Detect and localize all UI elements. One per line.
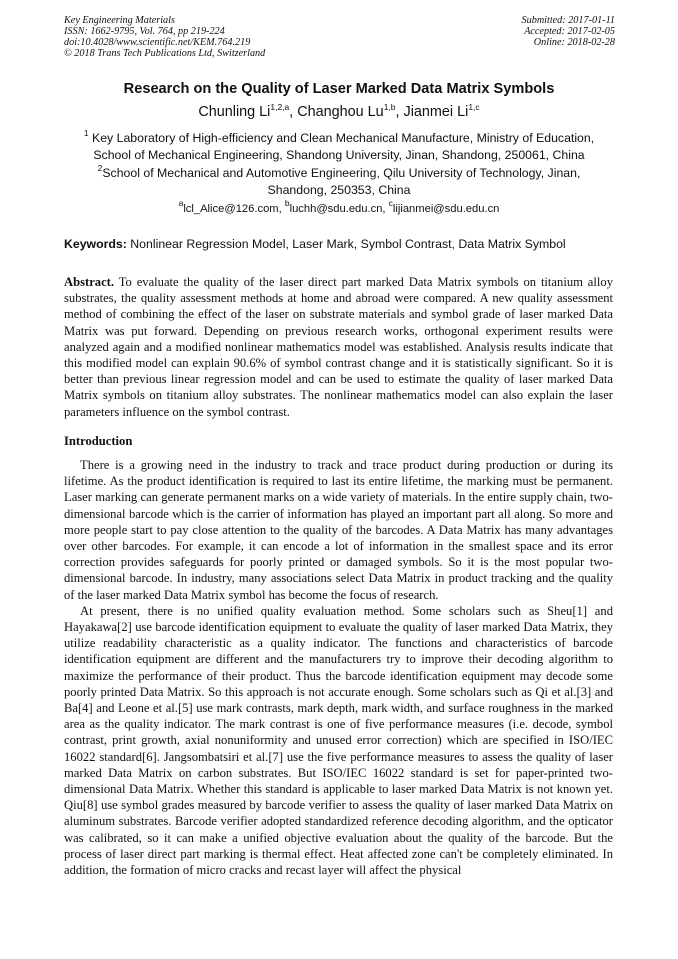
author-superscript: 1,2,a — [270, 102, 290, 112]
author-emails: $^a$lcl_Alice@126.com, $^b$luchh@sdu.edu.cn, $^c$lijianmei@sdu.edu.cn — [178, 198, 500, 215]
online-date: Online: 2018-02-28 — [533, 37, 615, 48]
paragraph: At present, there is no unified quality evaluation method. Some scholars such as Sheu[1] and Hayakawa[2] use barcode identification equipment to evaluate the quality of laser marked Data Matrix, they utilize readability characteristic as a quality indicator. The functions and characteristics of barcode identification equipment are different and the manufacturers try to improve their decoding algorithm to maximize the performance of their product. Thus the barcode identification equipment may decode some poorly printed Data Matrix. So this approach is not accurate enough. Some scholars such as Qi et al.[3] and Ba[4] and Leone et al.[5] use mark contrasts, mark depth, mark width, and surface roughness in the marked area as the quality indicator. The mark contrast is one of five performance measures (i.e. decode, symbol contrast, print growth, axial nonuniformity and unused error correction) which are specified in ISO/IEC 16022 standard[6]. Jangsombatsiri et al.[7] use the five performance measures to assess the quality of laser marked Data Matrix on carbon substrates. But ISO/IEC 16022 standard is set for paper-printed two-dimensional Data Matrix. Whether this standard is applicable to laser marked Data Matrix is not known yet. Qiu[8] use symbol grades measured by barcode verifier to assess the quality of laser marked Data Matrix on aluminum substrates. Barcode verifier adopted standardized reference decoding algorithm, and the opticator was calibrated, so it can make a unified objective evaluation about the quality of the barcode. But the process of laser direct part marking is thermal effect. Heat affected zone can't be completely eliminated. In addition, the formation of micro cracks and recast layer will affect the physical — [64, 603, 613, 878]
keywords-text: Nonlinear Regression Model, Laser Mark, Symbol Contrast, Data Matrix Symbol — [130, 237, 566, 251]
email-link[interactable]: lijianmei@sdu.edu.cn — [392, 203, 500, 215]
email-marker: a — [178, 198, 184, 208]
author-superscript: 1,b — [383, 102, 396, 112]
email-marker: c — [388, 198, 393, 208]
paper-title: Research on the Quality of Laser Marked Data Matrix Symbols — [123, 81, 555, 97]
abstract — [64, 274, 613, 420]
email-marker: b — [284, 198, 290, 208]
author-list: Chunling Li$^{1,2,a}$, Changhou Lu$^{1,b}$, Jianmei Li$^{1,c}$ — [198, 102, 480, 120]
affiliation-marker: 2 — [97, 163, 103, 173]
accepted-date: Accepted: 2017-02-05 — [524, 26, 615, 37]
affiliation-text: Key Laboratory of High-efficiency and Clean Mechanical Manufacture, Ministry of Education, School of Mechanical Engineering, Shandong University, Jinan, Shandong, 250061, China — [92, 131, 595, 162]
affiliation-1 — [70, 130, 608, 164]
abstract-label: Abstract. — [64, 275, 115, 289]
submitted-date: Submitted: 2017-01-11 — [521, 15, 615, 26]
email-link[interactable]: lcl_Alice@126.com — [183, 203, 279, 215]
email-link[interactable]: luchh@sdu.edu.cn — [289, 203, 383, 215]
doi: doi:10.4028/www.scientific.net/KEM.764.219 — [64, 37, 251, 48]
author-name: Chunling Li — [198, 104, 271, 120]
introduction-body — [64, 457, 613, 878]
keywords-label: Keywords: — [64, 237, 127, 251]
affiliation-marker: 1 — [83, 128, 89, 138]
introduction-heading: Introduction — [64, 434, 133, 448]
author-superscript: 1,c — [468, 102, 480, 112]
publication-dates — [522, 15, 615, 48]
affiliation-text: School of Mechanical and Automotive Engineering, Qilu University of Technology, Jinan, Shandong, 250353, China — [102, 166, 581, 197]
abstract-text: To evaluate the quality of the laser direct part marked Data Matrix symbols on titanium alloy substrates, the quality assessment methods at home and abroad were compared. A new quality assessment method of combining the effect of the laser on substrate materials and symbol grade of laser marked Data Matrix was put forward. Depending on previous research works, orthogonal experiment results were analyzed again and a modified nonlinear mathematics model was established. Analysis results indicate that this modified model can explain 90.6% of symbol contrast change and it is statistically significant. So it is better than previous linear regression model and can be used to estimate the quality of laser marked Data Matrix symbols on titanium alloy substrates. The nonlinear mathematics model can also explain the laser parameters influence on the symbol contrast. — [64, 275, 613, 419]
keywords-line — [64, 237, 566, 251]
journal-name: Key Engineering Materials — [64, 15, 175, 26]
affiliation-2 — [70, 165, 608, 199]
journal-info — [64, 15, 265, 59]
author-name: Jianmei Li — [403, 104, 469, 120]
paragraph: There is a growing need in the industry to track and trace product during production or during its lifetime. As the product identification is required to last its entire lifetime, the marking must be permanent. Laser marking can generate permanent marks on a wide variety of materials. In the entire supply chain, two-dimensional barcode which is the carrier of information has played an important part all along. So more and more people start to pay close attention to the quality of the barcodes. A Data Matrix has many advantages over other barcodes. For example, it can encode a lot of information in the smallest space and its error correction provides safeguards for poorly printed or damaged symbols. So it is the most popular two-dimensional barcode. In industry, many associations select Data Matrix in product tracking and the quality of the laser marked Data Matrix symbol has become the focus of research. — [64, 458, 613, 602]
author-name: Changhou Lu — [297, 104, 384, 120]
copyright: © 2018 Trans Tech Publications Ltd, Switzerland — [64, 48, 266, 59]
issn-volume: ISSN: 1662-9795, Vol. 764, pp 219-224 — [64, 26, 225, 37]
